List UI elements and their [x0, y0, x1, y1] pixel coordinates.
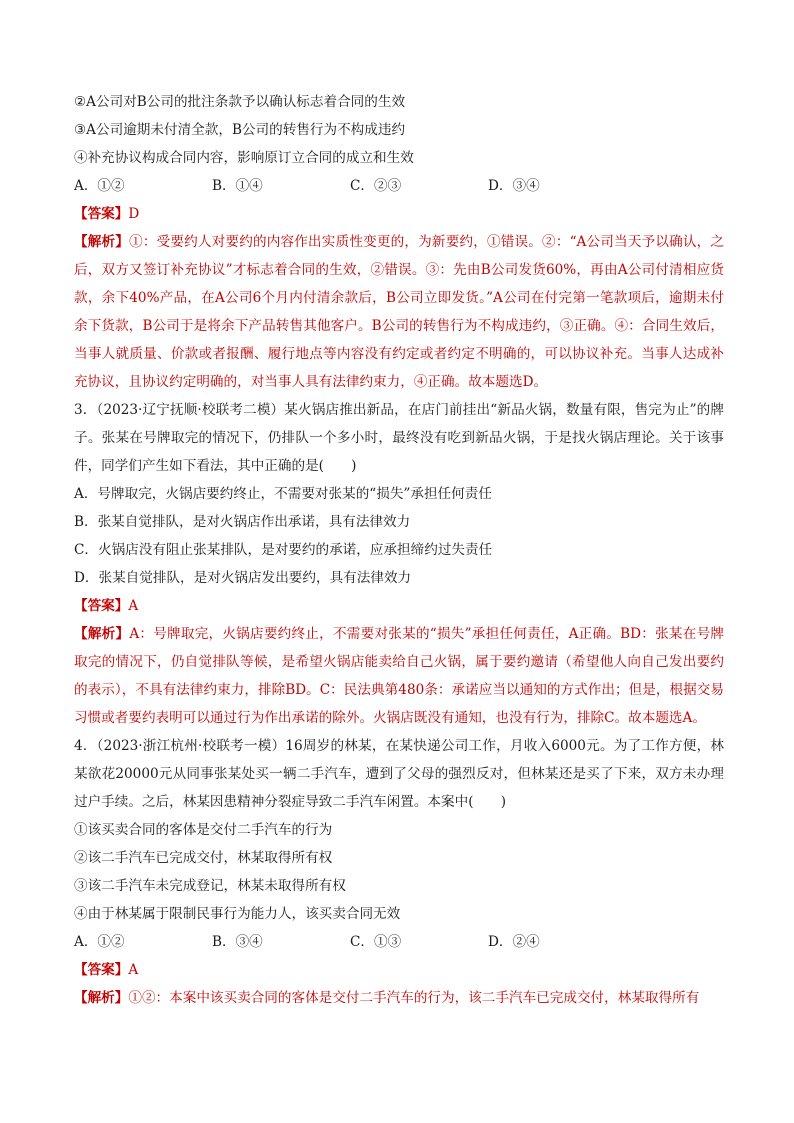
page-content	[74, 88, 724, 1012]
question-stem: 3．（2023·辽宁抚顺·校联考二模）某火锅店推出新品，在店门前挂出“新品火锅，数量有限，售完为止”的牌子。张某在号牌取完的情况下，仍排队一个多小时，最终没有吃到新品火锅，于是找火锅店理论。关于该事件，同学们产生如下看法，其中正确的是( )	[74, 402, 724, 474]
analysis-text: ①②：本案中该买卖合同的客体是交付二手汽车的行为，该二手汽车已完成交付，林某取得所有	[128, 990, 700, 1006]
statement-4: ④补充协议构成合同内容，影响原订立合同的成立和生效	[74, 150, 414, 166]
analysis-tag: 【解析】	[74, 234, 130, 250]
question-stem: 4．（2023·浙江杭州·校联考一模）16周岁的林某，在某快递公司工作，月收入6000元。为了工作方便，林某欲花20000元从同事张某处买一辆二手汽车，遭到了父母的强烈反对，但林某还是买了下来，双方未办理过户手续。之后，林某因患精神分裂症导致二手汽车闲置。本案中( )	[74, 738, 724, 810]
option-d: D．③④	[488, 178, 540, 194]
statement-3: ③A公司逾期未付清全款，B公司的转售行为不构成违约	[74, 122, 406, 138]
choice-b: B．张某自觉排队，是对火锅店作出承诺，具有法律效力	[74, 514, 411, 530]
answer-options	[74, 928, 724, 956]
answer-tag: 【答案】	[74, 962, 129, 978]
answer-value: A	[128, 598, 139, 614]
answer-tag: 【答案】	[74, 206, 129, 222]
answer-line	[74, 592, 724, 620]
answer-tag: 【答案】	[74, 598, 129, 614]
option-a: A．①②	[74, 178, 125, 194]
statement-4: ④由于林某属于限制民事行为能力人，该买卖合同无效	[74, 906, 401, 922]
option-c: C．①③	[350, 934, 402, 950]
option-d: D．②④	[488, 934, 540, 950]
option-c: C．②③	[350, 178, 402, 194]
statement-2: ②该二手汽车已完成交付，林某取得所有权	[74, 850, 333, 866]
statement-2: ②A公司对B公司的批注条款予以确认标志着合同的生效	[74, 94, 406, 110]
question-3	[74, 396, 724, 732]
option-a: A．①②	[74, 934, 125, 950]
analysis-paragraph	[74, 620, 724, 732]
option-b: B．①④	[212, 178, 263, 194]
answer-options	[74, 172, 724, 200]
analysis-paragraph	[74, 984, 724, 1012]
option-b: B．③④	[212, 934, 263, 950]
analysis-paragraph	[74, 228, 724, 396]
choice-d: D．张某自觉排队，是对火锅店发出要约，具有法律效力	[74, 570, 412, 586]
statement-1: ①该买卖合同的客体是交付二手汽车的行为	[74, 822, 333, 838]
analysis-tag: 【解析】	[74, 990, 129, 1006]
choice-a: A．号牌取完，火锅店要约终止，不需要对张某的“损失”承担任何责任	[74, 486, 492, 502]
question-2	[74, 88, 724, 396]
analysis-text: A：号牌取完，火锅店要约终止，不需要对张某的“损失”承担任何责任，A正确。BD：张某在号牌取完的情况下，仍自觉排队等候，是希望火锅店能卖给自己火锅，属于要约邀请（希望他人向自己发出要约的表示），不具有法律约束力，排除BD。C：民法典第480条：承诺应当以通知的方式作出；但是，根据交易习惯或者要约表明可以通过行为作出承诺的除外。火锅店既没有通知，也没有行为，排除C。故本题选A。	[74, 626, 725, 726]
answer-value: A	[128, 962, 139, 978]
question-4	[74, 732, 724, 1012]
answer-line	[74, 200, 724, 228]
choice-c: C．火锅店没有阻止张某排队，是对要约的承诺，应承担缔约过失责任	[74, 542, 493, 558]
answer-line	[74, 956, 724, 984]
answer-value: D	[128, 206, 140, 222]
statement-3: ③该二手汽车未完成登记，林某未取得所有权	[74, 878, 346, 894]
analysis-text: ①：受要约人对要约的内容作出实质性变更的，为新要约，①错误。②：“A公司当天予以确认，之后，双方又签订补充协议”才标志着合同的生效，②错误。③：先由B公司发货60%，再由A公司付清相应货款，余下40%产品，在A公司6个月内付清余款后，B公司立即发货。”A公司在付完第一笔款项后，逾期未付余下货款，B公司于是将余下产品转售其他客户。B公司的转售行为不构成违约，③正确。④：合同生效后，当事人就质量、价款或者报酬、履行地点等内容没有约定或者约定不明确的，可以协议补充。当事人达成补充协议，且协议约定明确的，对当事人具有法律约束力，④正确。故本题选D。	[74, 234, 725, 390]
analysis-tag: 【解析】	[74, 626, 130, 642]
